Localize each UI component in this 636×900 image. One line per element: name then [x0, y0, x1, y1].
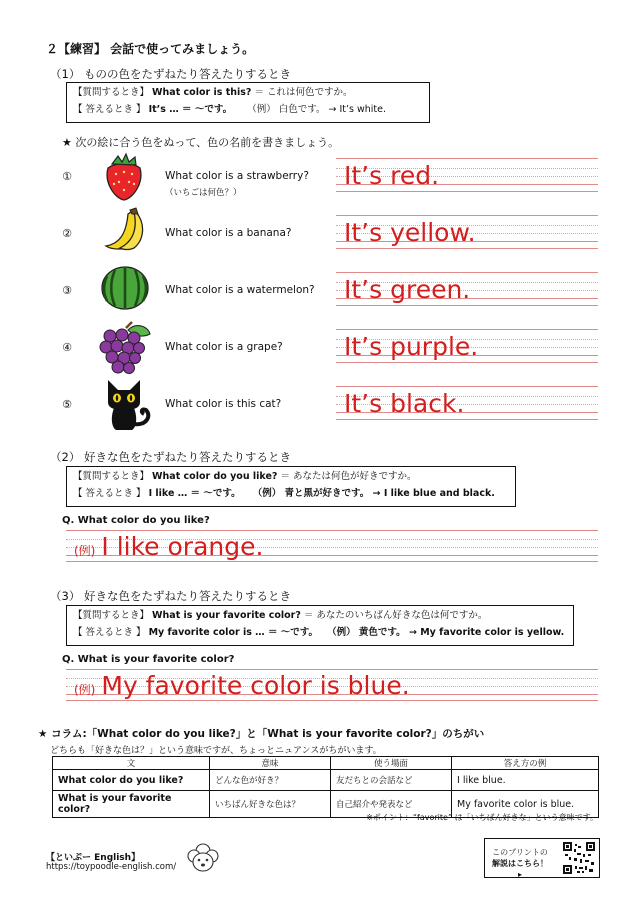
column-intro: どちらも「好きな色は？」という意味ですが、ちょっとニュアンスがちがいます。 — [50, 746, 382, 756]
table-cell: いちばん好きな色は？ — [210, 791, 331, 818]
explanation-link-box[interactable] — [484, 838, 600, 878]
answer-lines — [336, 272, 598, 306]
item-answer: It’s red. — [344, 161, 440, 190]
part2-answer-lines — [66, 530, 598, 562]
table-cell: I like blue. — [452, 770, 599, 791]
item-question: What color is a watermelon? — [165, 284, 315, 296]
part3-question: Q. What is your favorite color? — [62, 654, 235, 665]
a-label: 【 答えるとき 】 — [73, 104, 146, 115]
section-title: ２【練習】 会話で使ってみましょう。 — [46, 42, 255, 56]
site-url[interactable]: https://toypoodle-english.com/ — [46, 862, 177, 872]
comparison-table — [52, 756, 599, 818]
watermelon-icon — [100, 265, 150, 311]
part3-answer: My favorite color is blue. — [101, 671, 410, 700]
a-example: （例） 青と黒が好きです。 → I like blue and black. — [252, 488, 495, 499]
q-label: 【質問するとき】 — [73, 471, 150, 482]
table-cell: どんな色が好き？ — [210, 770, 331, 791]
q-label: 【質問するとき】 — [73, 610, 150, 621]
example-prefix: (例) — [74, 683, 96, 697]
promo-line: このプリントの — [492, 848, 548, 857]
answer-lines — [336, 215, 598, 249]
example-prefix: (例) — [74, 544, 96, 558]
q-en: What color do you like? — [152, 471, 278, 482]
cat-icon — [104, 378, 154, 432]
item-number: ② — [62, 227, 72, 240]
item-question: What color is this cat? — [165, 398, 282, 410]
table-cell: My favorite color is blue. — [452, 791, 599, 818]
table-header: 意味 — [210, 757, 331, 770]
a-en: It’s … ＝ ～です。 — [148, 104, 233, 115]
answer-lines — [336, 329, 598, 363]
table-header-row — [53, 757, 599, 770]
item-answer: It’s yellow. — [344, 218, 476, 247]
item-number: ① — [62, 170, 72, 183]
item-note: （いちごは何色？） — [165, 188, 242, 198]
banana-icon — [100, 206, 148, 252]
q-ja: ＝ あなたのいちばん好きな色は何ですか。 — [303, 610, 488, 621]
a-en: My favorite color is … ＝ ～です。 — [148, 627, 319, 638]
table-cell: 友だちとの会話など — [331, 770, 452, 791]
item-answer: It’s black. — [344, 389, 465, 418]
answer-lines — [336, 158, 598, 192]
part3-title: （3） 好きな色をたずねたり答えたりするとき — [50, 589, 291, 603]
brand-name: 【といぷー English】 — [46, 853, 141, 863]
part2-answer: I like orange. — [101, 532, 264, 561]
qr-code-icon[interactable] — [563, 842, 595, 874]
q-ja: ＝ あなたは何色が好きですか。 — [280, 471, 417, 482]
table-header: 答え方の例 — [452, 757, 599, 770]
table-header: 文 — [53, 757, 210, 770]
column-title: ★ コラム:「What color do you like?」と「What is your favorite color?」のちがい — [38, 728, 485, 740]
column-note: ※ポイント：“favorite” は「いちばん好きな」という意味です。 — [366, 813, 598, 822]
q-en: What is your favorite color? — [152, 610, 301, 621]
a-en: I like … ＝ ～です。 — [148, 488, 241, 499]
part1-rule-box — [66, 82, 430, 123]
table-cell: What is your favorite color? — [53, 791, 210, 818]
item-number: ③ — [62, 284, 72, 297]
part1-title: （1） ものの色をたずねたり答えたりするとき — [50, 67, 291, 81]
item-question: What color is a grape? — [165, 341, 283, 353]
table-header: 使う場面 — [331, 757, 452, 770]
part1-instruction: ★ 次の絵に合う色をぬって、色の名前を書きましょう。 — [62, 136, 340, 149]
item-number: ⑤ — [62, 398, 72, 411]
strawberry-icon — [102, 152, 146, 202]
a-example: （例） 白色です。 → It’s white. — [247, 104, 386, 115]
promo-line: 解説はこちら！▸ — [492, 859, 548, 879]
table-cell: What color do you like? — [53, 770, 210, 791]
item-question: What color is a banana? — [165, 227, 292, 239]
item-answer: It’s green. — [344, 275, 471, 304]
part2-question: Q. What color do you like? — [62, 515, 210, 526]
a-label: 【 答えるとき 】 — [73, 488, 146, 499]
item-answer: It’s purple. — [344, 332, 479, 361]
grape-icon — [98, 320, 152, 376]
q-en: What color is this? — [152, 87, 252, 98]
q-ja: ＝ これは何色ですか。 — [254, 87, 353, 98]
answer-lines — [336, 386, 598, 420]
item-number: ④ — [62, 341, 72, 354]
poodle-logo — [186, 842, 220, 874]
part2-title: （2） 好きな色をたずねたり答えたりするとき — [50, 450, 291, 464]
part2-rule-box — [66, 466, 516, 507]
part3-answer-lines — [66, 669, 598, 701]
a-label: 【 答えるとき 】 — [73, 627, 146, 638]
q-label: 【質問するとき】 — [73, 87, 150, 98]
a-example: （例） 黄色です。 → My favorite color is yellow. — [327, 627, 565, 638]
table-row — [53, 770, 599, 791]
item-question: What color is a strawberry? — [165, 170, 309, 182]
part3-rule-box — [66, 605, 574, 646]
table-cell: 自己紹介や発表など — [331, 791, 452, 818]
